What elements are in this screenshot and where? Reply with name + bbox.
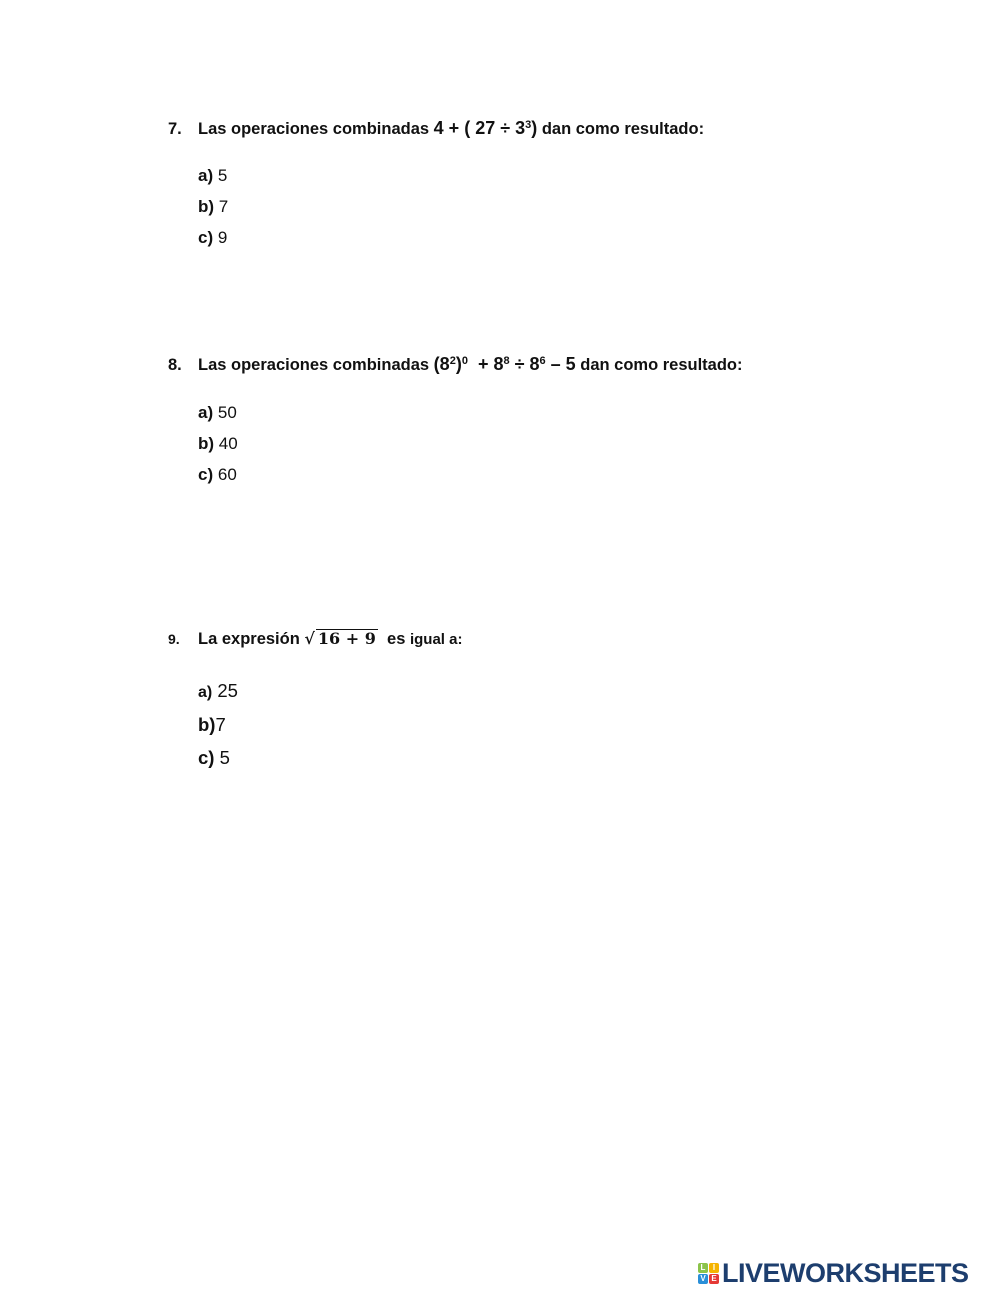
question-8: 8. Las operaciones combinadas $(8^2)^0 + 8^8 \div 8^6 - 5$ dan como resultado:	[168, 354, 743, 374]
option-8c[interactable]: c) 60	[198, 465, 237, 484]
option-7b[interactable]: b) 7	[198, 197, 229, 216]
liveworksheets-logo: L I V E LIVEWORKSHEETS	[698, 1258, 969, 1289]
option-8a[interactable]: a) 50	[198, 403, 237, 422]
question-text: La expresión	[198, 630, 305, 648]
expression: $(8^2)^0 + 8^8 \div 8^6 - 5$	[433, 354, 576, 374]
square-root-expression: √ 16 + 9	[304, 629, 376, 648]
question-7: 7. Las operaciones combinadas 4 + ( $27 \div 3^3$) dan como resultado:	[168, 118, 705, 138]
question-number: 9.	[168, 631, 180, 647]
question-number: 8.	[168, 356, 182, 374]
option-7c[interactable]: c) 9	[198, 228, 228, 247]
question-9: 9. La expresión √ 16 + 9 es igual a:	[168, 629, 463, 648]
option-9c[interactable]: c) 5	[198, 747, 230, 768]
option-7a[interactable]: a) 5	[198, 166, 228, 185]
question-text: Las operaciones combinadas	[198, 356, 434, 374]
option-8b[interactable]: b) 40	[198, 434, 238, 453]
logo-tiles-icon: L I V E	[698, 1263, 719, 1284]
question-number: 7.	[168, 120, 182, 138]
expression: 4 + ( $27 \div 3^3$)	[433, 118, 538, 138]
option-9a[interactable]: a) 25	[198, 680, 238, 701]
option-9b[interactable]: b)7	[198, 714, 226, 735]
question-text: Las operaciones combinadas	[198, 120, 434, 138]
